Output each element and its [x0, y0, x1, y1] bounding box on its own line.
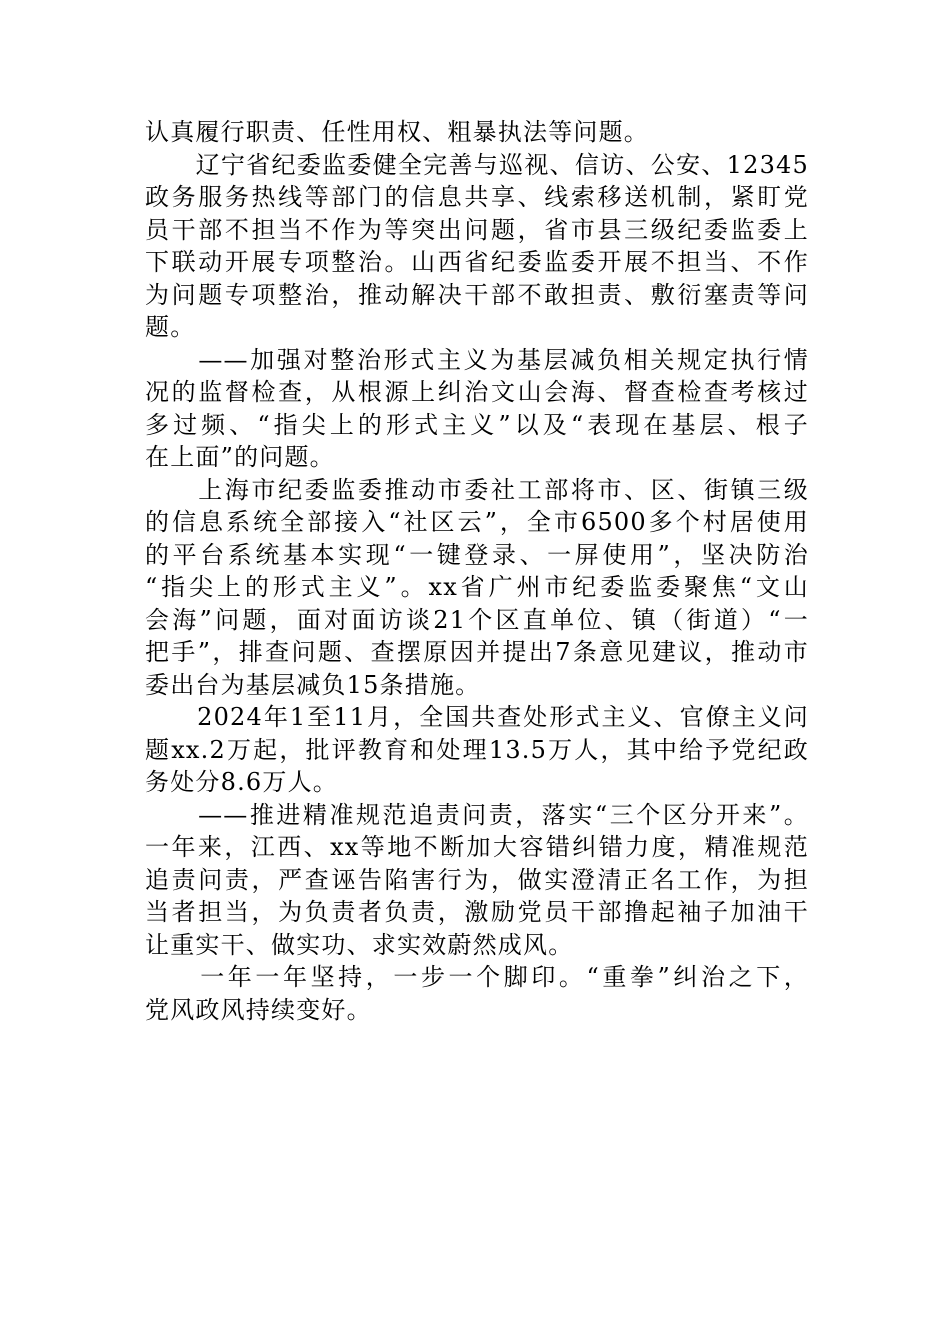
- text-line: 追责问责，严查诬告陷害行为，做实澄清正名工作，为担: [145, 865, 809, 894]
- text-line: 一年来，江西、xx等地不断加大容错纠错力度，精准规范: [145, 833, 809, 861]
- text-line: 党风政风持续变好。: [145, 995, 372, 1024]
- text-line: 委出台为基层减负15条措施。: [145, 670, 481, 699]
- text-line: 多过频、“指尖上的形式主义”以及“表现在基层、根子: [145, 410, 809, 439]
- text-line: 务处分8.6万人。: [145, 768, 338, 796]
- text-line: “指尖上的形式主义”。xx省广州市纪委监委聚焦“文山: [145, 573, 809, 601]
- document-body: [145, 116, 809, 1026]
- text-line: 政务服务热线等部门的信息共享、线索移送机制，紧盯党: [145, 183, 809, 211]
- text-line: 的平台系统基本实现“一键登录、一屏使用”，坚决防治: [145, 540, 809, 569]
- text-line: 让重实干、做实功、求实效蔚然成风。: [145, 930, 574, 959]
- paragraph-1: [145, 116, 809, 149]
- text-line: 一年一年坚持，一步一个脚印。“重拳”纠治之下，: [145, 963, 809, 991]
- paragraph-7: [145, 961, 809, 1026]
- text-line: 为问题专项整治，推动解决干部不敢担责、敷衍塞责等问: [145, 280, 809, 309]
- text-line: 2024年1至11月，全国共查处形式主义、官僚主义问: [145, 703, 809, 731]
- text-line: 会海”问题，面对面访谈21个区直单位、镇（街道）“一: [145, 605, 809, 634]
- text-line: ——推进精准规范追责问责，落实“三个区分开来”。: [145, 800, 809, 829]
- text-line: 况的监督检查，从根源上纠治文山会海、督查检查考核过: [145, 378, 809, 406]
- text-line: 下联动开展专项整治。山西省纪委监委开展不担当、不作: [145, 248, 809, 276]
- paragraph-2: [145, 149, 809, 344]
- text-line: 辽宁省纪委监委健全完善与巡视、信访、公安、12345: [145, 150, 809, 179]
- text-line: 把手”，排查问题、查摆原因并提出7条意见建议，推动市: [145, 638, 809, 666]
- paragraph-5: [145, 701, 809, 799]
- text-line: 上海市纪委监委推动市委社工部将市、区、街镇三级: [145, 475, 809, 504]
- text-line: 的信息系统全部接入“社区云”，全市6500多个村居使用: [145, 508, 809, 536]
- text-line: 题xx.2万起，批评教育和处理13.5万人，其中给予党纪政: [145, 735, 809, 764]
- paragraph-4: [145, 474, 809, 702]
- text-line: ——加强对整治形式主义为基层减负相关规定执行情: [145, 345, 809, 374]
- paragraph-3: [145, 344, 809, 474]
- paragraph-6: [145, 799, 809, 962]
- text-line: 员干部不担当不作为等突出问题，省市县三级纪委监委上: [145, 215, 809, 244]
- text-line: 当者担当，为负责者负责，激励党员干部撸起袖子加油干: [145, 898, 809, 926]
- text-line: 认真履行职责、任性用权、粗暴执法等问题。: [145, 118, 649, 146]
- text-line: 在上面”的问题。: [145, 443, 335, 471]
- text-line: 题。: [145, 313, 196, 341]
